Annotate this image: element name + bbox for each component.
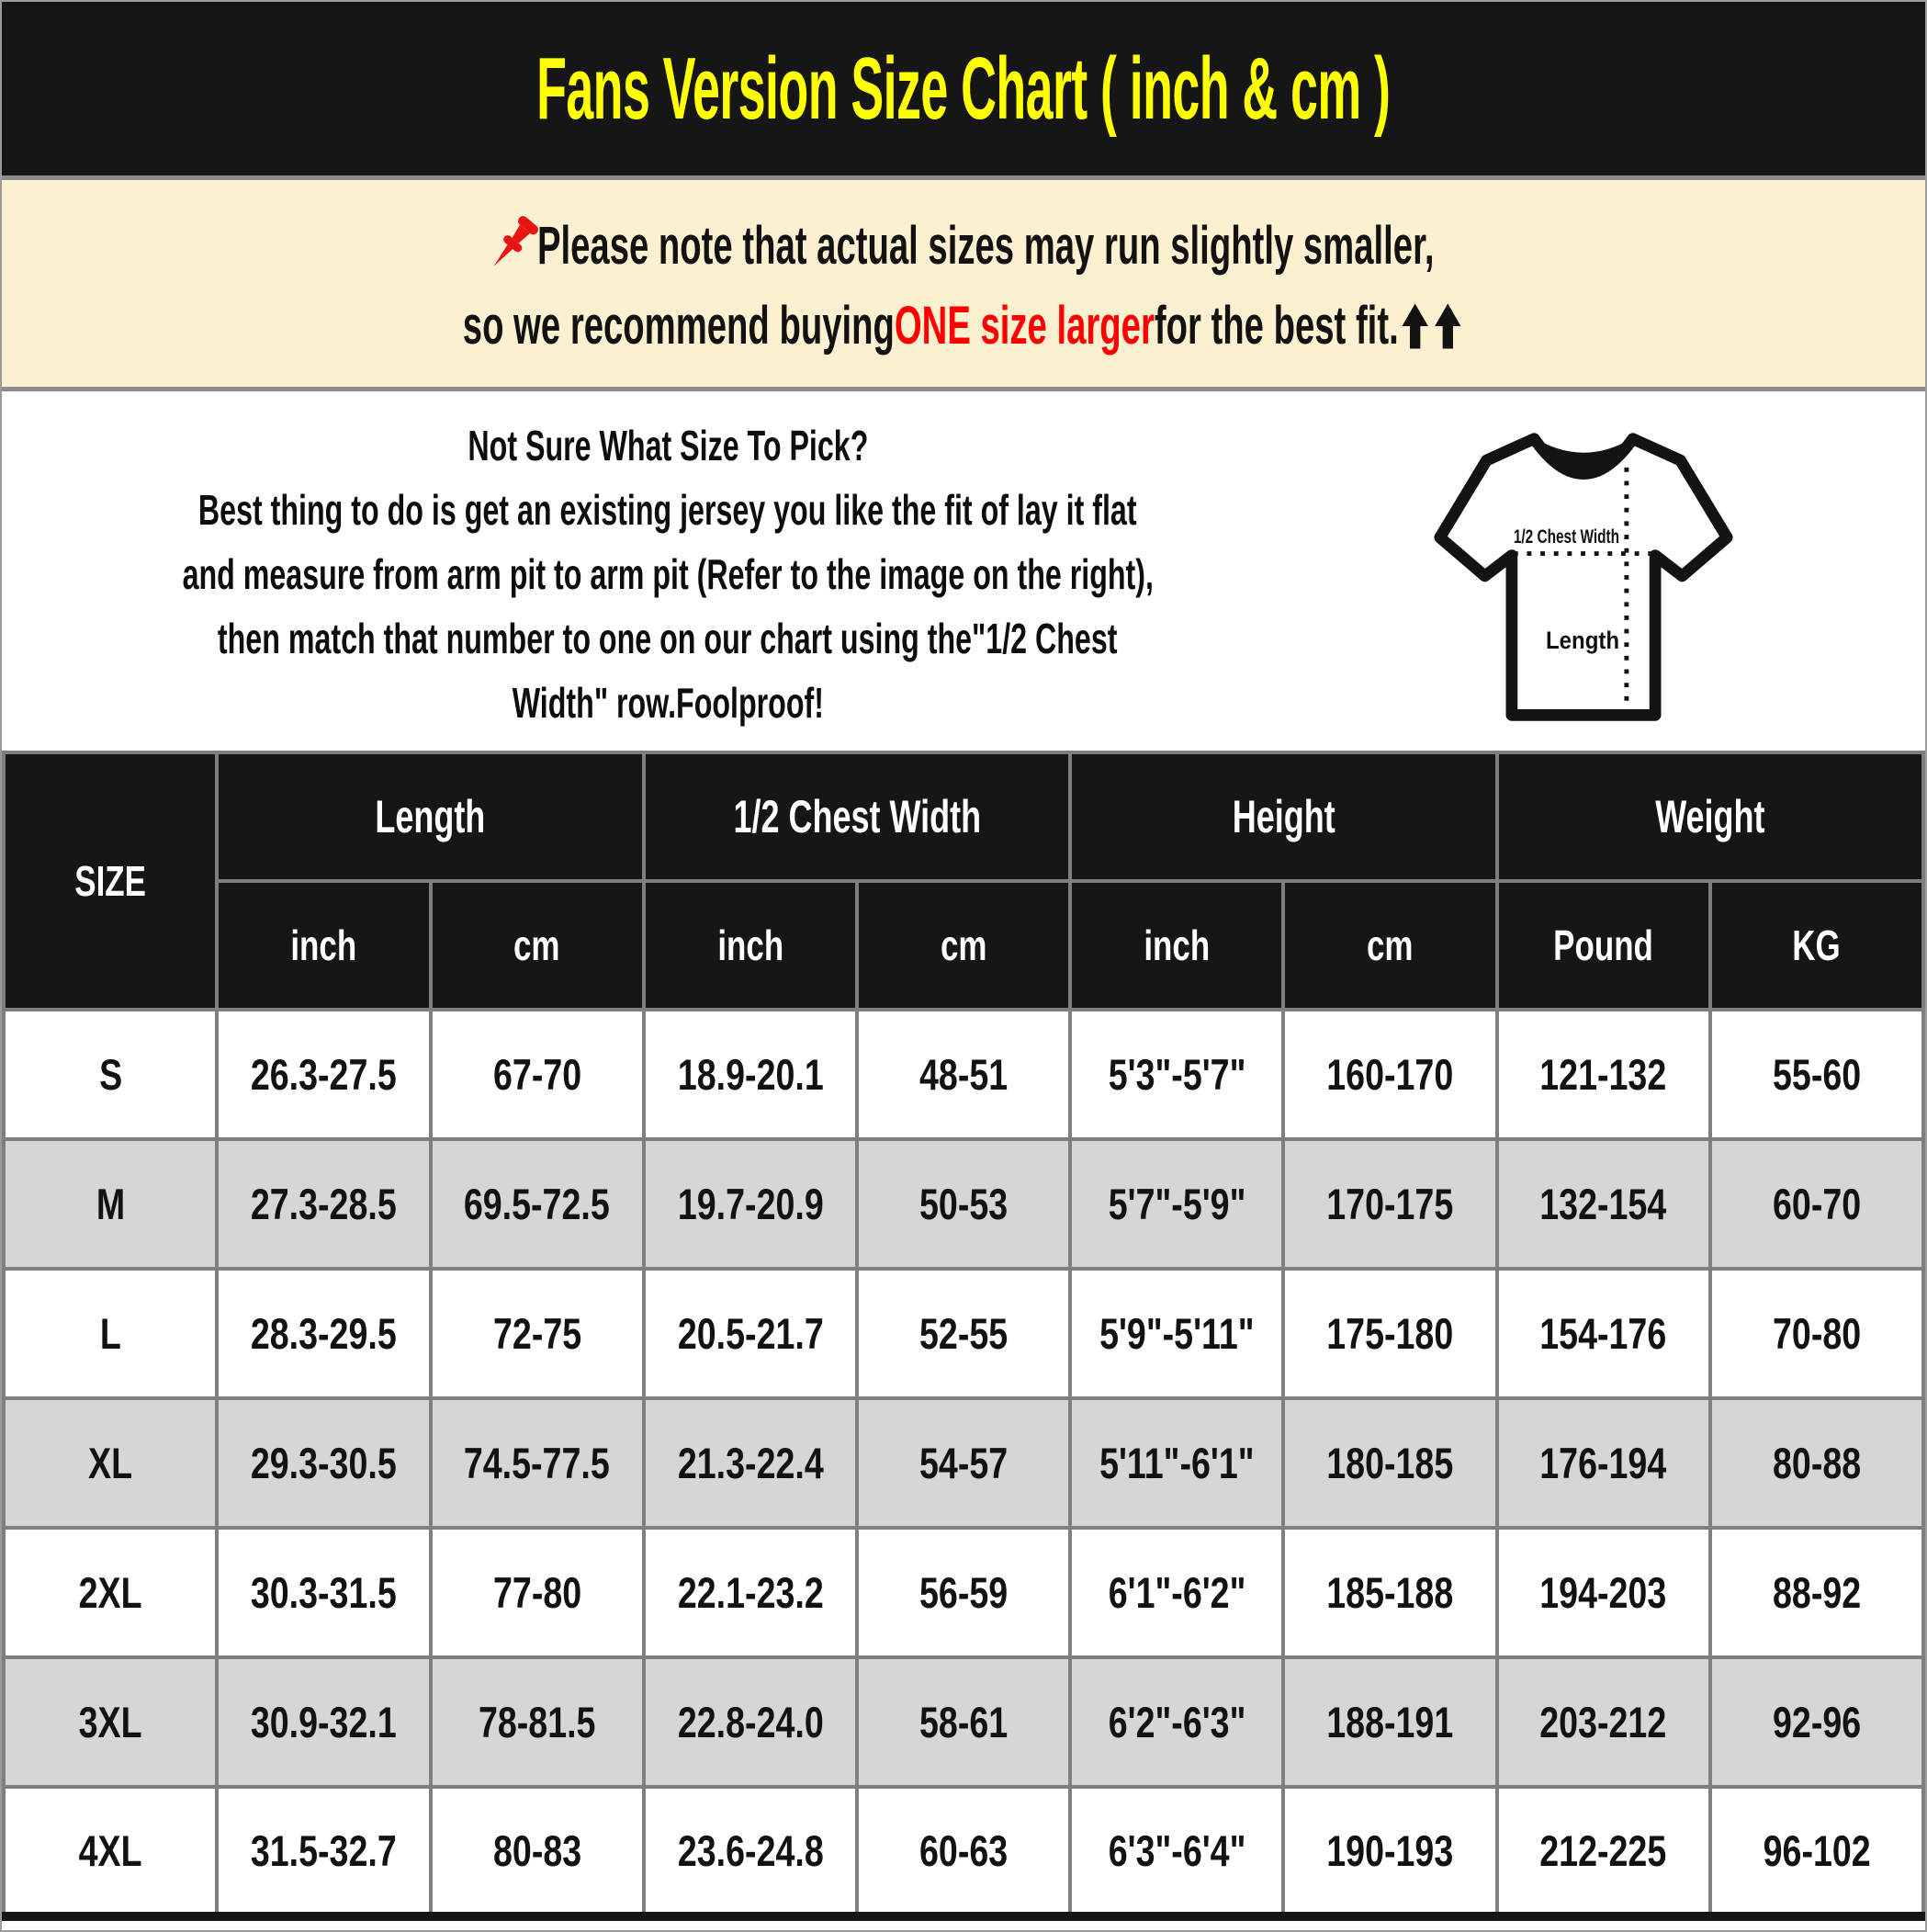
cell: 154-176 (1497, 1269, 1710, 1398)
cell: 72-75 (431, 1269, 644, 1398)
cell: 121-132 (1497, 1010, 1710, 1139)
title-bar (2, 2, 1925, 175)
cell: 58-61 (857, 1657, 1070, 1787)
cell: 20.5-21.7 (644, 1269, 857, 1398)
cell: 54-57 (857, 1398, 1070, 1528)
cell: 132-154 (1497, 1139, 1710, 1269)
cell: 92-96 (1710, 1657, 1923, 1787)
cell: 203-212 (1497, 1657, 1710, 1787)
size-cell: 2XL (4, 1528, 217, 1657)
cell: 176-194 (1497, 1398, 1710, 1528)
cell: 22.8-24.0 (644, 1657, 857, 1787)
cell: 69.5-72.5 (431, 1139, 644, 1269)
size-guide-section (2, 391, 1925, 751)
notice-text-2-suffix: for the best fit. (1154, 296, 1399, 356)
table-row-s (4, 1010, 1923, 1139)
guide-text-block (2, 413, 1334, 735)
size-cell: M (4, 1139, 217, 1269)
notice-text-2-prefix: so we recommend buying (462, 296, 895, 356)
unit-height-cm: cm (1283, 881, 1496, 1010)
cell: 96-102 (1710, 1787, 1923, 1916)
cell: 70-80 (1710, 1269, 1923, 1398)
cell: 188-191 (1283, 1657, 1496, 1787)
unit-length-cm: cm (431, 881, 644, 1010)
unit-length-inch: inch (217, 881, 430, 1010)
table-header-row-units (4, 881, 1923, 1010)
cell: 18.9-20.1 (644, 1010, 857, 1139)
cell: 80-83 (431, 1787, 644, 1916)
cell: 170-175 (1283, 1139, 1496, 1269)
table-row-l (4, 1269, 1923, 1398)
cell: 160-170 (1283, 1010, 1496, 1139)
table-header-row-groups (4, 752, 1923, 881)
cell: 6'1"-6'2" (1070, 1528, 1283, 1657)
guide-line: Width" row.Foolproof! (512, 679, 824, 727)
cell: 30.3-31.5 (217, 1528, 430, 1657)
cell: 30.9-32.1 (217, 1657, 430, 1787)
cell: 50-53 (857, 1139, 1070, 1269)
cell: 74.5-77.5 (431, 1398, 644, 1528)
table-row-3xl (4, 1657, 1923, 1787)
cell: 77-80 (431, 1528, 644, 1657)
cell: 55-60 (1710, 1010, 1923, 1139)
cell: 212-225 (1497, 1787, 1710, 1916)
cell: 5'11"-6'1" (1070, 1398, 1283, 1528)
header-height: Height (1070, 752, 1496, 881)
tshirt-diagram (1431, 419, 1736, 738)
size-cell: 3XL (4, 1657, 217, 1787)
header-weight: Weight (1497, 752, 1923, 881)
cell: 6'2"-6'3" (1070, 1657, 1283, 1787)
cell: 28.3-29.5 (217, 1269, 430, 1398)
notice-line-1 (250, 210, 1677, 280)
cell: 60-63 (857, 1787, 1070, 1916)
cell: 52-55 (857, 1269, 1070, 1398)
notice-text-1: Please note that actual sizes may run slightly smaller, (537, 215, 1435, 276)
size-cell: 4XL (4, 1787, 217, 1916)
one-size-larger-highlight: ONE size larger (894, 296, 1155, 356)
table-row-2xl (4, 1528, 1923, 1657)
size-chart-table (2, 751, 1925, 1921)
notice-banner (2, 180, 1925, 387)
pushpin-icon (490, 210, 540, 280)
cell: 5'9"-5'11" (1070, 1269, 1283, 1398)
cell: 56-59 (857, 1528, 1070, 1657)
cell: 88-92 (1710, 1528, 1923, 1657)
cell: 29.3-30.5 (217, 1398, 430, 1528)
page-title: Fans Version Size Chart ( inch & cm ) (536, 39, 1391, 138)
cell: 67-70 (431, 1010, 644, 1139)
notice-line-2 (205, 295, 1722, 356)
guide-line: then match that number to one on our chart using the"1/2 Chest (218, 615, 1118, 662)
cell: 26.3-27.5 (217, 1010, 430, 1139)
table-row-xl (4, 1398, 1923, 1528)
guide-heading: Not Sure What Size To Pick? (468, 422, 868, 469)
cell: 80-88 (1710, 1398, 1923, 1528)
table-row-m (4, 1139, 1923, 1269)
size-cell: S (4, 1010, 217, 1139)
guide-line: Best thing to do is get an existing jersey you like the fit of lay it flat (198, 486, 1137, 534)
cell: 60-70 (1710, 1139, 1923, 1269)
up-arrow-icon (1432, 300, 1463, 352)
cell: 5'7"-5'9" (1070, 1139, 1283, 1269)
cell: 194-203 (1497, 1528, 1710, 1657)
cell: 180-185 (1283, 1398, 1496, 1528)
cell: 78-81.5 (431, 1657, 644, 1787)
unit-chest-inch: inch (644, 881, 857, 1010)
size-cell: L (4, 1269, 217, 1398)
table-row-4xl (4, 1787, 1923, 1916)
cell: 185-188 (1283, 1528, 1496, 1657)
unit-weight-kg: KG (1710, 881, 1923, 1010)
size-cell: XL (4, 1398, 217, 1528)
cell: 190-193 (1283, 1787, 1496, 1916)
header-chest-width: 1/2 Chest Width (644, 752, 1070, 881)
unit-height-inch: inch (1070, 881, 1283, 1010)
length-label: Length (1545, 627, 1620, 655)
cell: 48-51 (857, 1010, 1070, 1139)
unit-weight-pound: Pound (1497, 881, 1710, 1010)
cell: 23.6-24.8 (644, 1787, 857, 1916)
chest-width-label: 1/2 Chest Width (1513, 525, 1620, 548)
cell: 22.1-23.2 (644, 1528, 857, 1657)
cell: 6'3"-6'4" (1070, 1787, 1283, 1916)
header-length: Length (217, 752, 643, 881)
up-arrow-icon (1400, 300, 1431, 352)
cell: 19.7-20.9 (644, 1139, 857, 1269)
header-size: SIZE (4, 752, 217, 1010)
cell: 175-180 (1283, 1269, 1496, 1398)
cell: 27.3-28.5 (217, 1139, 430, 1269)
cell: 5'3"-5'7" (1070, 1010, 1283, 1139)
cell: 31.5-32.7 (217, 1787, 430, 1916)
guide-line: and measure from arm pit to arm pit (Refer to the image on the right), (182, 550, 1154, 598)
cell: 21.3-22.4 (644, 1398, 857, 1528)
unit-chest-cm: cm (857, 881, 1070, 1010)
